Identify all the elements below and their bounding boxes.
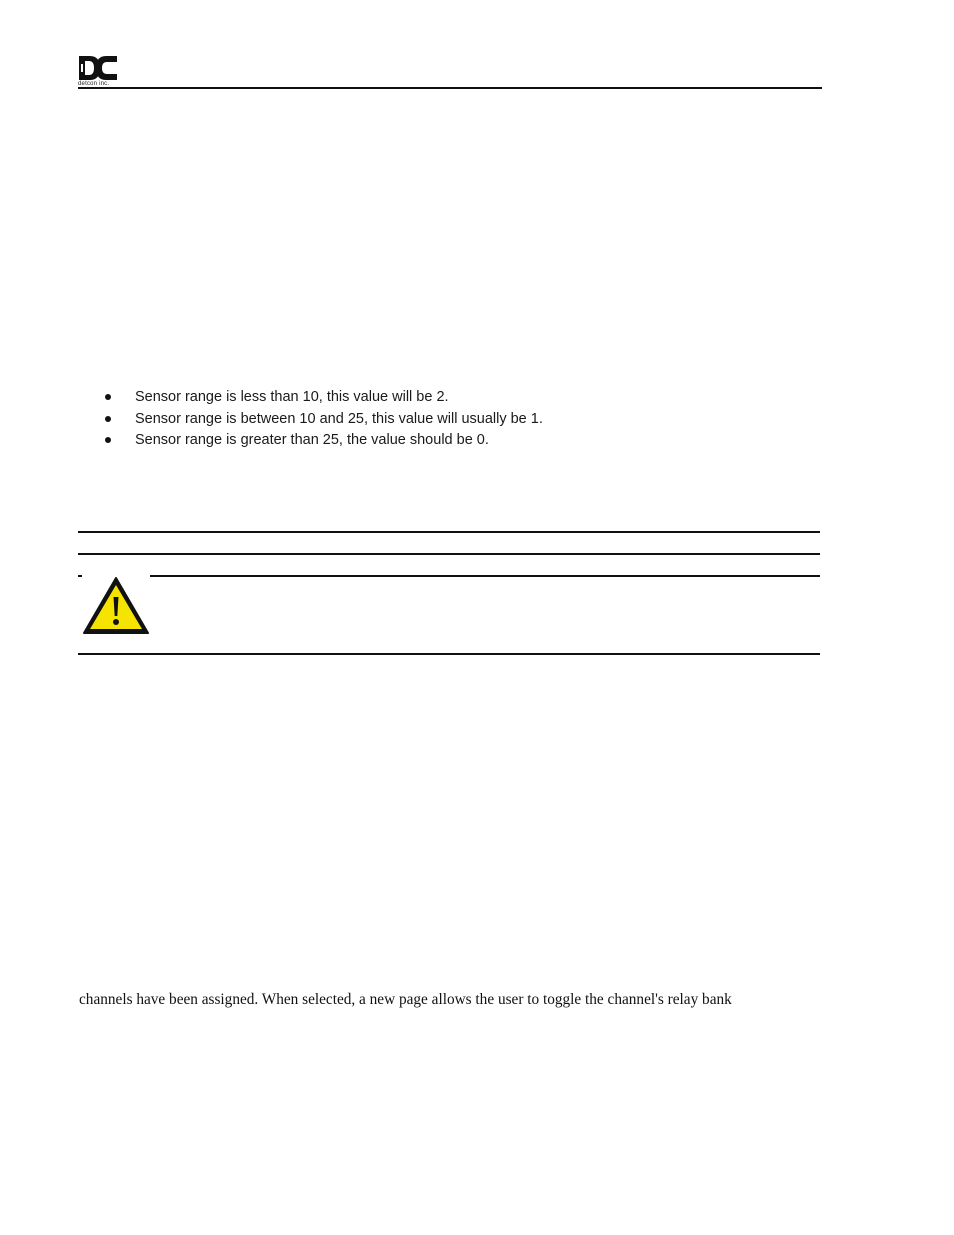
sensor-range-list	[105, 387, 543, 452]
list-item	[105, 387, 543, 409]
body-paragraph-line: channels have been assigned. When selected, a new page allows the user to toggle the channel's relay bank	[79, 991, 732, 1008]
logo-caption: detcon inc.	[78, 81, 110, 87]
list-item	[105, 430, 543, 452]
section-divider-middle	[78, 553, 820, 555]
bullet-dot-icon	[105, 416, 111, 422]
section-divider-top	[78, 531, 820, 533]
list-item-text: Sensor range is between 10 and 25, this value will usually be 1.	[135, 410, 543, 427]
detcon-logo-icon	[78, 55, 118, 81]
company-logo	[78, 55, 118, 89]
bullet-dot-icon	[105, 394, 111, 400]
bullet-dot-icon	[105, 437, 111, 443]
list-item	[105, 409, 543, 431]
caution-box-bottom	[78, 653, 820, 655]
caution-block	[82, 575, 150, 637]
caution-box-top	[78, 575, 820, 577]
warning-triangle-icon	[82, 575, 150, 637]
list-item-text: Sensor range is greater than 25, the value should be 0.	[135, 432, 489, 448]
list-item-text: Sensor range is less than 10, this value will be 2.	[135, 389, 449, 405]
header-divider	[78, 87, 822, 89]
